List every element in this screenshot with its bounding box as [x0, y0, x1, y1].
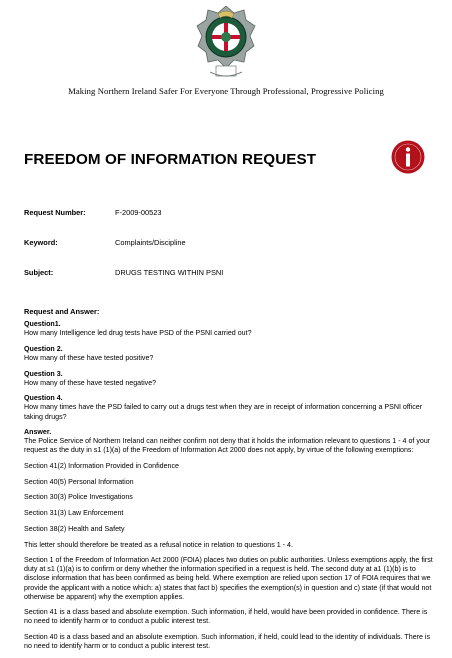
keyword-label: Keyword:	[24, 238, 58, 247]
request-number-value: F-2009-00523	[115, 208, 162, 217]
exemption-item: Section 30(3) Police Investigations	[24, 493, 133, 502]
exemption-item: Section 40(5) Personal Information	[24, 477, 134, 486]
subject-value: DRUGS TESTING WITHIN PSNI	[115, 268, 224, 277]
answer-intro	[24, 428, 434, 455]
question-2-text: How many of these have tested positive?	[24, 353, 154, 362]
answer-paragraph: Section 41 is a class based and absolute exemption. Such information, if held, would have been provided in confidence. There is no need to identify harm or to conduct a public interest test.	[24, 608, 428, 626]
subject-label: Subject:	[24, 268, 54, 277]
answer-intro-text: The Police Service of Northern Ireland can neither confirm not deny that it holds the information relevant to questions 1 - 4 of your request as the duty in s1 (1)(a) of the Freedom of Information Act 2000 does not apply, by virtue of the following exemptions:	[24, 437, 431, 455]
question-1-text: How many Intelligence led drug tests have PSD of the PSNI carried out?	[24, 329, 252, 338]
question-4	[24, 394, 434, 421]
document-body	[24, 320, 434, 658]
request-number-label: Request Number:	[24, 208, 86, 217]
answer-paragraph: Section 1 of the Freedom of Information Act 2000 (FOIA) places two duties on public authorities. Unless exemptions apply, the first duty at s1 (1)(a) is to confirm or deny whether the information specified in a request is held. The second duty at a1 (1)(b) is to disclose information that has been confirmed as being held. Where exemption are relied upon section 17 of FOIA requires that we provide the applicant with a notice which: a) states that fact b) specifies the exemption(s) in question and c) state (if that would not otherwise be apparent) why the exemption applies.	[24, 556, 433, 601]
question-4-label: Question 4.	[24, 394, 63, 403]
question-1	[24, 320, 434, 338]
keyword-value: Complaints/Discipline	[115, 238, 186, 247]
question-3-label: Question 3.	[24, 369, 63, 378]
answer-paragraph: This letter should therefore be treated as a refusal notice in relation to questions 1 - 4.	[24, 540, 293, 549]
question-3-text: How many of these have tested negative?	[24, 378, 157, 387]
request-and-answer-heading: Request and Answer:	[24, 307, 100, 316]
psni-crest-icon	[196, 6, 256, 82]
answer-label: Answer.	[24, 428, 52, 437]
exemption-item: Section 38(2) Health and Safety	[24, 524, 125, 533]
exemption-item: Section 31(3) Law Enforcement	[24, 509, 124, 518]
answer-paragraph: Section 40 is a class based and an absolute exemption. Such information, if held, could lead to the identity of individuals. There is no need to identify harm or to conduct a public interest test.	[24, 633, 431, 651]
question-2	[24, 345, 434, 363]
question-3	[24, 370, 434, 388]
question-2-label: Question 2.	[24, 344, 63, 353]
question-1-label: Question1.	[24, 320, 61, 328]
tagline: Making Northern Ireland Safer For Everyone Through Professional, Progressive Policing	[68, 86, 384, 96]
foi-logo-icon	[391, 140, 425, 174]
exemption-item: Section 41(2) Information Provided in Confidence	[24, 462, 179, 471]
question-4-text: How many times have the PSD failed to carry out a drugs test when they are in receipt of information concerning a PSNI officer taking drugs?	[24, 403, 423, 421]
document-title: FREEDOM OF INFORMATION REQUEST	[24, 151, 317, 168]
